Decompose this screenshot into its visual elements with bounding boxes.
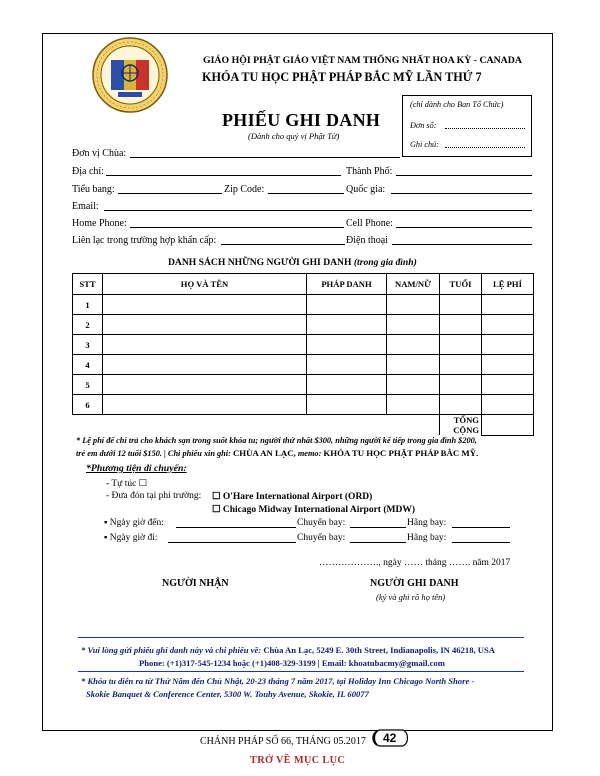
- section-divider-top: [78, 637, 524, 638]
- fee-note-line2: [76, 448, 478, 458]
- total-spacer: [73, 415, 440, 436]
- departure-flight-field[interactable]: [350, 542, 406, 543]
- memo-value: KHÓA TU HỌC PHẬT PHÁP BẮC MỸ.: [323, 448, 479, 458]
- temple-label: Đơn vị Chùa:: [72, 148, 127, 159]
- cell-phone-label: Cell Phone:: [346, 218, 393, 229]
- address-label: Địa chỉ:: [72, 166, 104, 177]
- transport-heading: *Phương tiện di chuyển:: [86, 463, 187, 474]
- payee-name: CHÙA AN LẠC,: [232, 448, 296, 458]
- dharma-name-cell[interactable]: [307, 295, 387, 315]
- address-field[interactable]: [106, 175, 341, 176]
- state-label: Tiểu bang:: [72, 184, 115, 195]
- total-row: [73, 415, 534, 436]
- departure-airline-label: Hãng bay:: [407, 533, 447, 543]
- age-cell[interactable]: [440, 355, 482, 375]
- age-cell[interactable]: [440, 295, 482, 315]
- form-title: PHIẾU GHI DANH: [222, 110, 381, 130]
- table-row: [73, 315, 534, 335]
- organizer-caption: (chỉ dành cho Ban Tổ Chức): [410, 100, 504, 109]
- row-number: 5: [73, 375, 103, 395]
- arrival-airline-label: Hãng bay:: [407, 518, 447, 528]
- country-label: Quốc gia:: [346, 184, 386, 195]
- gender-cell[interactable]: [387, 355, 440, 375]
- fee-note-line1: * Lệ phí để chi trả cho khách sạn trong suốt khóa tu; người thứ nhất $300, những người kế tiếp trong gia đình $200,: [76, 436, 477, 445]
- fee-cell[interactable]: [482, 335, 534, 355]
- departure-flight-label: Chuyến bay:: [297, 533, 346, 543]
- fee-cell[interactable]: [482, 315, 534, 335]
- mail-instruction-text: * Vui lòng gửi phiếu ghi danh này và chi phiếu về:: [81, 645, 262, 655]
- notes-field[interactable]: [445, 147, 525, 148]
- section-divider-middle: [78, 671, 524, 672]
- organizer-use-box: [402, 95, 532, 157]
- registrant-list-title-text: DANH SÁCH NHỮNG NGƯỜI GHI DANH: [168, 257, 352, 268]
- city-label: Thành Phố:: [346, 166, 393, 177]
- col-header-gender: NAM/NỮ: [387, 274, 440, 295]
- registrant-table: [72, 273, 534, 436]
- publication-info: CHÁNH PHÁP SỐ 66, THÁNG 05.2017: [200, 736, 366, 747]
- state-field[interactable]: [118, 193, 222, 194]
- name-cell[interactable]: [103, 375, 307, 395]
- name-cell[interactable]: [103, 315, 307, 335]
- form-subtitle: (Dành cho quý vị Phật Tử): [248, 131, 340, 141]
- row-number: 1: [73, 295, 103, 315]
- airport-pickup-label: - Đưa đón tại phi trường:: [106, 491, 202, 501]
- col-header-name: HỌ VÀ TÊN: [103, 274, 307, 295]
- table-row: [73, 355, 534, 375]
- registrant-list-title-note: (trong gia đình): [353, 257, 417, 268]
- notes-label: Ghi chú:: [410, 140, 439, 149]
- zip-code-field[interactable]: [268, 193, 344, 194]
- arrival-airline-field[interactable]: [452, 527, 510, 528]
- row-number: 2: [73, 315, 103, 335]
- age-cell[interactable]: [440, 375, 482, 395]
- table-row: [73, 295, 534, 315]
- row-number: 4: [73, 355, 103, 375]
- retreat-info-line2: Skokie Banquet & Conference Center, 5300 W. Touhy Avenue, Skokie, IL 60077: [86, 689, 369, 699]
- date-line[interactable]: ………………., ngày …… tháng ……. năm 2017: [319, 558, 511, 568]
- table-row: [73, 375, 534, 395]
- dharma-name-cell[interactable]: [307, 375, 387, 395]
- self-transport-option[interactable]: - Tự túc ☐: [106, 479, 148, 489]
- age-cell[interactable]: [440, 335, 482, 355]
- row-number: 3: [73, 335, 103, 355]
- dharma-name-cell[interactable]: [307, 335, 387, 355]
- mail-instruction-line1: [81, 645, 495, 655]
- arrival-datetime-field[interactable]: [176, 527, 296, 528]
- registrant-label: NGƯỜI GHI DANH: [370, 578, 459, 589]
- dharma-name-cell[interactable]: [307, 315, 387, 335]
- name-cell[interactable]: [103, 335, 307, 355]
- org-name: GIÁO HỘI PHẬT GIÁO VIỆT NAM THỐNG NHẤT HOA KỲ - CANADA: [203, 55, 522, 66]
- gender-cell[interactable]: [387, 315, 440, 335]
- fee-cell[interactable]: [482, 375, 534, 395]
- col-header-age: TUỔI: [440, 274, 482, 295]
- email-field[interactable]: [104, 210, 532, 211]
- retreat-info-line1: * Khóa tu diễn ra từ Thứ Năm đến Chủ Nhật, 20-23 tháng 7 năm 2017, tại Holiday Inn Chicago North Shore -: [81, 676, 475, 686]
- registrant-list-title: [168, 257, 417, 268]
- departure-datetime-field[interactable]: [168, 542, 296, 543]
- zip-code-label: Zip Code:: [224, 184, 265, 195]
- arrival-flight-label: Chuyến bay:: [297, 518, 346, 528]
- total-label: TỔNG CỘNG: [453, 415, 479, 435]
- arrival-flight-field[interactable]: [350, 527, 406, 528]
- home-phone-field[interactable]: [130, 227, 344, 228]
- emergency-phone-field[interactable]: [392, 244, 532, 245]
- receiver-label: NGƯỜI NHẬN: [162, 578, 229, 589]
- total-fee-cell[interactable]: [482, 415, 534, 436]
- registrant-signature-note: (ký và ghi rõ họ tên): [376, 592, 446, 602]
- dharma-name-cell[interactable]: [307, 355, 387, 375]
- fee-cell[interactable]: [482, 395, 534, 415]
- age-cell[interactable]: [440, 395, 482, 415]
- emergency-contact-field[interactable]: [221, 244, 345, 245]
- memo-label: memo:: [297, 449, 322, 458]
- table-row: [73, 395, 534, 415]
- country-field[interactable]: [391, 193, 532, 194]
- emergency-contact-label: Liên lạc trong trường hợp khẩn cấp:: [72, 235, 217, 246]
- cell-phone-field[interactable]: [396, 227, 532, 228]
- home-phone-label: Home Phone:: [72, 218, 127, 229]
- row-number: 6: [73, 395, 103, 415]
- name-cell[interactable]: [103, 395, 307, 415]
- fee-cell[interactable]: [482, 295, 534, 315]
- gender-cell[interactable]: [387, 395, 440, 415]
- col-header-dharma-name: PHÁP DANH: [307, 274, 387, 295]
- fee-note-text: trẻ em dưới 12 tuổi $150. | Chi phiếu xin ghi:: [76, 449, 231, 458]
- organization-seal: [90, 36, 170, 114]
- event-name: KHÓA TU HỌC PHẬT PHÁP BẮC MỸ LẦN THỨ 7: [202, 70, 482, 84]
- mail-address: Chùa An Lạc, 5249 E. 30th Street, Indianapolis, IN 46218, USA: [263, 645, 495, 655]
- table-header-row: [73, 274, 534, 295]
- return-to-toc-link[interactable]: TRỞ VỀ MỤC LỤC: [250, 755, 346, 766]
- midway-airport-option[interactable]: ☐ Chicago Midway International Airport (MDW): [212, 505, 415, 515]
- application-number-label: Đơn số:: [410, 121, 437, 130]
- ohare-airport-option[interactable]: ☐ O'Hare International Airport (ORD): [212, 492, 373, 502]
- page-number: 42: [383, 731, 397, 745]
- departure-label: ▪ Ngày giờ đi:: [104, 533, 158, 543]
- temple-field[interactable]: [130, 157, 400, 158]
- emergency-phone-label: Điện thoại: [346, 235, 388, 246]
- age-cell[interactable]: [440, 315, 482, 335]
- fee-cell[interactable]: [482, 355, 534, 375]
- col-header-fee: LỆ PHÍ: [482, 274, 534, 295]
- contact-line: Phone: (+1)317-545-1234 hoặc (+1)408-329-3199 | Email: khoatubacmy@gmail.com: [139, 658, 445, 668]
- dharma-name-cell[interactable]: [307, 395, 387, 415]
- gender-cell[interactable]: [387, 375, 440, 395]
- application-number-field[interactable]: [445, 128, 525, 129]
- name-cell[interactable]: [103, 355, 307, 375]
- gender-cell[interactable]: [387, 295, 440, 315]
- gender-cell[interactable]: [387, 335, 440, 355]
- departure-airline-field[interactable]: [452, 542, 510, 543]
- arrival-label: ▪ Ngày giờ đến:: [104, 518, 164, 528]
- name-cell[interactable]: [103, 295, 307, 315]
- email-label: Email:: [72, 201, 99, 212]
- city-field[interactable]: [396, 175, 532, 176]
- table-row: [73, 335, 534, 355]
- col-header-stt: STT: [73, 274, 103, 295]
